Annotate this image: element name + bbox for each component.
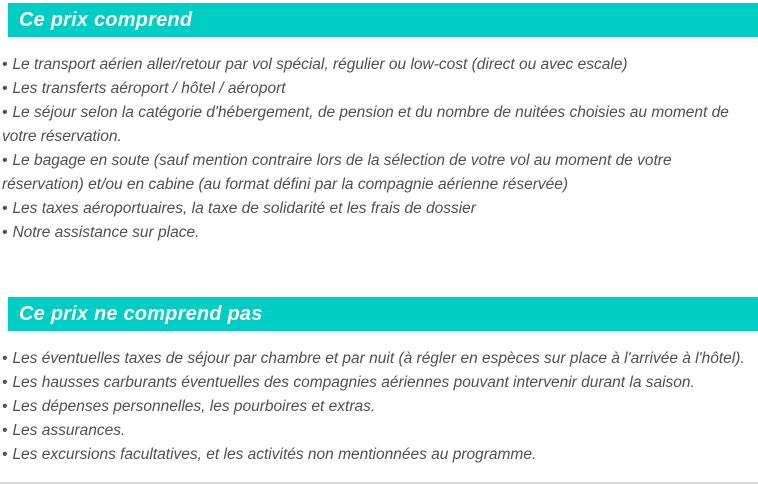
list-item [2,197,748,221]
list-item [2,101,748,149]
section-not-included-title: Ce prix ne comprend pas [19,302,263,325]
bullet-icon: • [2,80,8,97]
list-item-text: Les hausses carburants éventuelles des compagnies aériennes pouvant intervenir durant la saison. [12,374,695,391]
list-item-text: Les transferts aéroport / hôtel / aéroport [12,80,286,97]
list-item [2,347,748,371]
list-item-text: Les assurances. [12,422,126,439]
section-not-included-list [0,331,758,467]
bullet-icon: • [2,200,8,217]
section-included-header-bar [8,3,758,37]
list-item [2,149,748,197]
list-item-text: Les taxes aéroportuaires, la taxe de solidarité et les frais de dossier [12,200,476,217]
bullet-icon: • [2,422,8,439]
section-not-included-header-bar [8,297,758,331]
bullet-icon: • [2,350,8,367]
list-item-text: Le bagage en soute (sauf mention contraire lors de la sélection de votre vol au moment de votre réservation) et/ou en cabine (au format défini par la compagnie aérienne réservée) [2,152,672,193]
list-item [2,77,748,101]
section-price-included [0,3,758,245]
bullet-icon: • [2,446,8,463]
list-item-text: Les éventuelles taxes de séjour par chambre et par nuit (à régler en espèces sur place à l'arrivée à l'hôtel). [12,350,745,367]
list-item [2,419,748,443]
bullet-icon: • [2,374,8,391]
list-item-text: Les excursions facultatives, et les activités non mentionnées au programme. [12,446,537,463]
bullet-icon: • [2,224,8,241]
list-item-text: Les dépenses personnelles, les pourboires et extras. [12,398,376,415]
list-item [2,443,748,467]
list-item-text: Notre assistance sur place. [12,224,200,241]
list-item [2,53,748,77]
list-item-text: Le transport aérien aller/retour par vol spécial, régulier ou low-cost (direct ou avec escale) [12,56,628,73]
list-item-text: Le séjour selon la catégorie d'hébergement, de pension et du nombre de nuitées choisies au moment de votre réservation. [2,104,729,145]
section-included-title: Ce prix comprend [19,8,193,31]
bullet-icon: • [2,56,8,73]
bullet-icon: • [2,398,8,415]
list-item [2,371,748,395]
section-included-list [0,37,758,245]
list-item [2,221,748,245]
bullet-icon: • [2,152,8,169]
section-price-not-included [0,297,758,467]
bullet-icon: • [2,104,8,121]
list-item [2,395,748,419]
